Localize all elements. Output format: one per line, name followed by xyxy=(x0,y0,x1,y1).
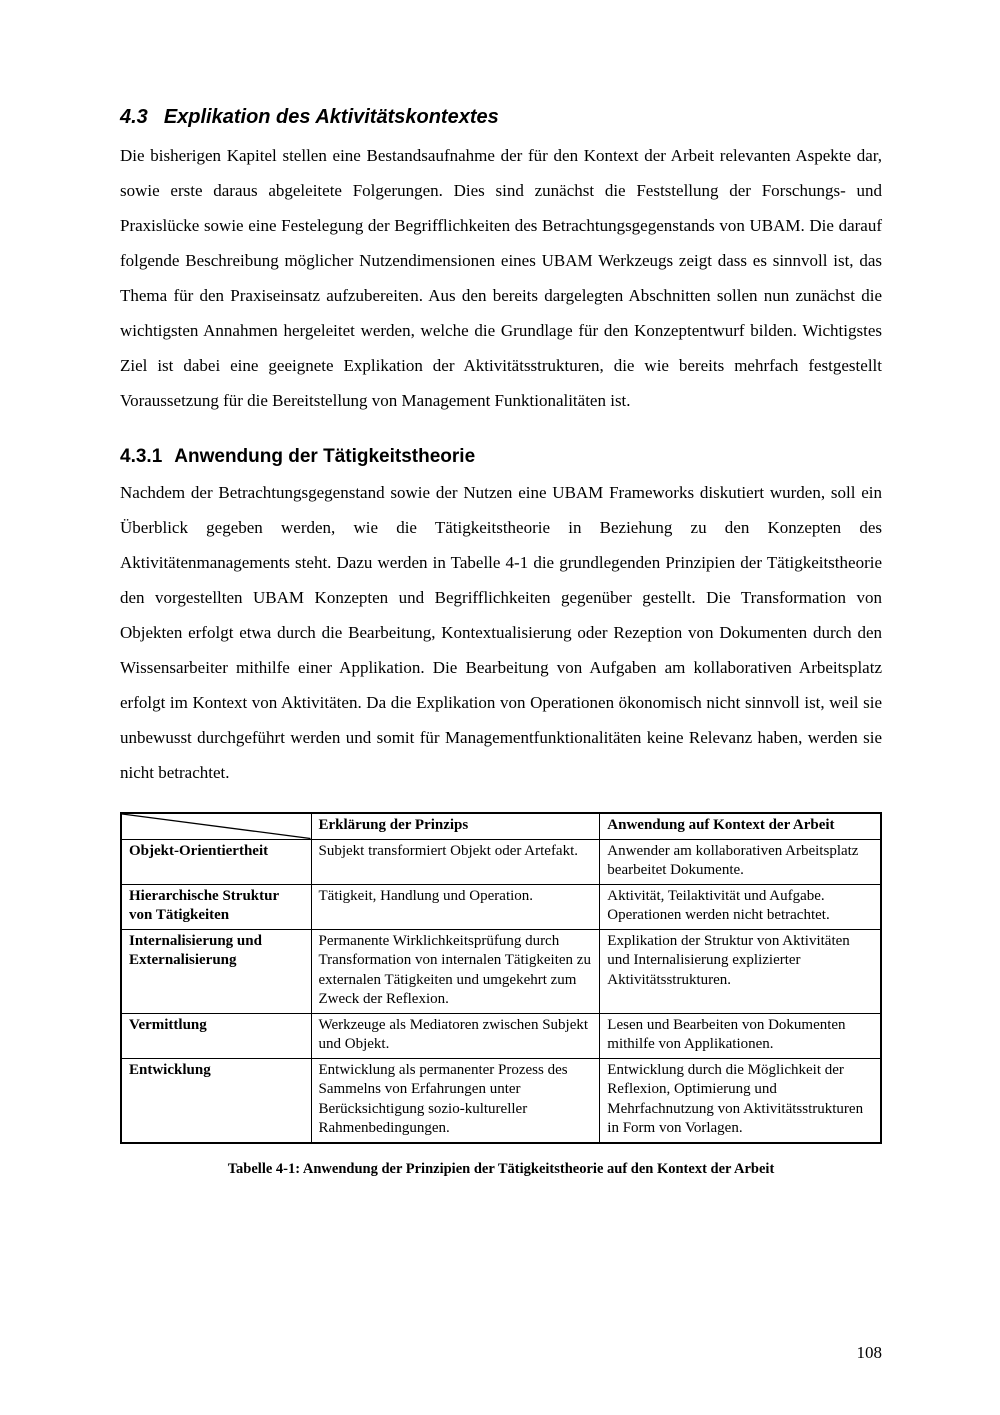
explanation-cell: Permanente Wirklichkeitsprüfung durch Transformation von internalen Tätigkeiten zu externalen Tätigkeiten und umgekehrt zum Zweck der Reflexion. xyxy=(311,929,600,1013)
explanation-cell: Entwicklung als permanenter Prozess des Sammelns von Erfahrungen unter Berücksichtigung sozio-kultureller Rahmenbedingungen. xyxy=(311,1058,600,1143)
table-corner-cell xyxy=(121,813,311,839)
explanation-cell: Subjekt transformiert Objekt oder Artefakt. xyxy=(311,839,600,884)
table-caption: Tabelle 4-1: Anwendung der Prinzipien der Tätigkeitstheorie auf den Kontext der Arbeit xyxy=(227,1160,775,1177)
application-cell: Anwender am kollaborativen Arbeitsplatz bearbeitet Dokumente. xyxy=(600,839,881,884)
page-number: 108 xyxy=(856,1343,882,1362)
section-paragraph: Die bisherigen Kapitel stellen eine Bestandsaufnahme der für den Kontext der Arbeit relevanten Aspekte dar, sowie erste daraus abgeleitete Folgerungen. Dies sind zunächst die Feststellung der Forschungs- und Praxislücke sowie eine Festelegung der Begrifflichkeiten des Betrachtungsgegenstands von UBAM. Die darauf folgende Beschreibung möglicher Nutzendimensionen eines UBAM Werkzeugs zeigt dass es sinnvoll ist, das Thema für den Praxiseinsatz aufzubereiten. Aus den bereits dargelegten Abschnitten sollen nun zunächst die wichtigsten Annahmen hergeleitet werden, welche die Grundlage für den Konzeptentwurf bilden. Wichtigstes Ziel ist dabei eine geeignete Explikation der Aktivitätsstrukturen, die wie bereits mehrfach festgestellt Voraussetzung für die Bereitstellung von Management Funktionalitäten ist. xyxy=(120,146,882,410)
principle-cell: Vermittlung xyxy=(121,1013,311,1058)
table-header-row xyxy=(121,813,881,839)
table-row xyxy=(121,884,881,929)
diagonal-line-icon xyxy=(122,814,311,839)
table-row xyxy=(121,929,881,1013)
explanation-cell: Werkzeuge als Mediatoren zwischen Subjekt und Objekt. xyxy=(311,1013,600,1058)
subsection-paragraph: Nachdem der Betrachtungsgegenstand sowie der Nutzen eine UBAM Frameworks diskutiert wurden, soll ein Überblick gegeben werden, wie die Tätigkeitstheorie in Beziehung zu den Konzepten des Aktivitätenmanagements steht. Dazu werden in Tabelle 4-1 die grundlegenden Prinzipien der Tätigkeitstheorie den vorgestellten UBAM Konzepten und Begrifflichkeiten gegenüber gestellt. Die Transformation von Objekten erfolgt etwa durch die Bearbeitung, Kontextualisierung oder Rezeption von Dokumenten durch den Wissensarbeiter mithilfe einer Applikation. Die Bearbeitung von Aufgaben am kollaborativen Arbeitsplatz erfolgt im Kontext von Aktivitäten. Da die Explikation von Operationen ökonomisch nicht sinnvoll ist, weil sie unbewusst durchgeführt werden und somit für Managementfunktionalitäten keine Relevanz haben, werden sie nicht betrachtet. xyxy=(120,483,882,782)
application-cell: Explikation der Struktur von Aktivitäten und Internalisierung explizierter Aktivitätsstrukturen. xyxy=(600,929,881,1013)
principle-cell: Internalisierung und Externalisierung xyxy=(121,929,311,1013)
application-cell: Entwicklung durch die Möglichkeit der Reflexion, Optimierung und Mehrfachnutzung von Aktivitätsstrukturen in Form von Vorlagen. xyxy=(600,1058,881,1143)
principles-table xyxy=(120,812,882,1144)
table-header-explanation: Erklärung der Prinzips xyxy=(311,813,600,839)
table-row xyxy=(121,839,881,884)
application-cell: Lesen und Bearbeiten von Dokumenten mithilfe von Applikationen. xyxy=(600,1013,881,1058)
subsection-title: Anwendung der Tätigkeitstheorie xyxy=(174,446,476,467)
section-heading xyxy=(120,104,882,130)
section-title: Explikation des Aktivitätskontextes xyxy=(163,106,499,128)
subsection-number: 4.3.1 xyxy=(120,446,163,467)
explanation-cell: Tätigkeit, Handlung und Operation. xyxy=(311,884,600,929)
table-row xyxy=(121,1013,881,1058)
section-number: 4.3 xyxy=(120,106,148,128)
principle-cell: Objekt-Orientiertheit xyxy=(121,839,311,884)
principle-cell: Entwicklung xyxy=(121,1058,311,1143)
table-row xyxy=(121,1058,881,1143)
principle-cell: Hierarchische Struktur von Tätigkeiten xyxy=(121,884,311,929)
subsection-heading xyxy=(120,444,882,469)
table-header-application: Anwendung auf Kontext der Arbeit xyxy=(600,813,881,839)
application-cell: Aktivität, Teilaktivität und Aufgabe. Operationen werden nicht betrachtet. xyxy=(600,884,881,929)
